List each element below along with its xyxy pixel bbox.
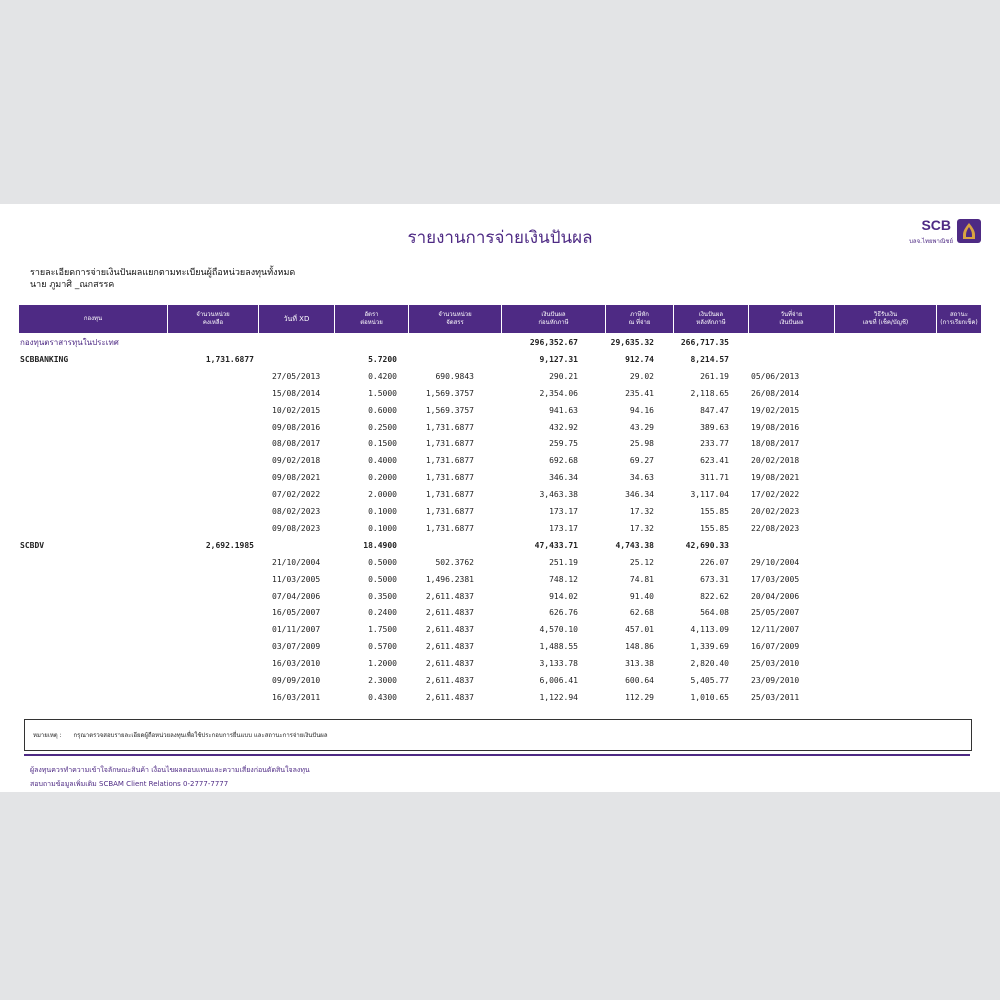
table-row bbox=[0, 435, 1000, 452]
column-header: อัตรา ต่อหน่วย bbox=[335, 305, 409, 333]
rate-per-unit: 0.1500 bbox=[368, 439, 397, 449]
xd-date: 10/02/2015 bbox=[272, 405, 321, 415]
xd-date: 09/08/2023 bbox=[272, 523, 321, 533]
fund-net-total: 42,690.33 bbox=[685, 540, 729, 550]
xd-date: 11/03/2005 bbox=[272, 574, 321, 584]
footer-divider bbox=[24, 754, 970, 756]
gross-dividend: 4,570.10 bbox=[539, 625, 578, 635]
withholding-tax: 29.02 bbox=[629, 371, 654, 381]
rate-per-unit: 0.4300 bbox=[368, 692, 397, 702]
rate-per-unit: 0.4000 bbox=[368, 456, 397, 466]
xd-date: 03/07/2009 bbox=[272, 642, 321, 652]
column-header: จำนวนหน่วย คงเหลือ bbox=[168, 305, 259, 333]
gross-dividend: 6,006.41 bbox=[539, 676, 578, 685]
gross-dividend: 1,122.94 bbox=[539, 692, 578, 702]
payment-date: 12/11/2007 bbox=[751, 625, 800, 635]
rate-per-unit: 0.2000 bbox=[368, 473, 397, 483]
column-header: วันที่ XD bbox=[259, 305, 335, 333]
table-row bbox=[0, 655, 1000, 672]
net-dividend: 261.19 bbox=[700, 371, 729, 381]
net-dividend: 4,113.09 bbox=[690, 625, 729, 635]
gross-dividend: 432.92 bbox=[549, 422, 578, 432]
withholding-tax: 34.63 bbox=[629, 473, 654, 483]
fund-gross-total: 47,433.71 bbox=[534, 540, 578, 550]
xd-date: 08/08/2017 bbox=[272, 439, 321, 449]
payment-date: 26/08/2014 bbox=[751, 388, 800, 398]
rate-per-unit: 0.2500 bbox=[368, 422, 397, 432]
allocated-units: 2,611.4837 bbox=[425, 676, 474, 685]
withholding-tax: 91.40 bbox=[629, 591, 654, 601]
net-dividend: 2,118.65 bbox=[690, 388, 729, 398]
gross-dividend: 173.17 bbox=[549, 507, 578, 516]
net-dividend: 155.85 bbox=[700, 523, 729, 533]
allocated-units: 1,569.3757 bbox=[425, 388, 474, 398]
payment-date: 25/05/2007 bbox=[751, 608, 800, 618]
report-document bbox=[0, 204, 1000, 792]
payment-date: 19/08/2021 bbox=[751, 473, 800, 483]
fund-summary-row bbox=[0, 537, 1000, 554]
payment-date: 17/03/2005 bbox=[751, 574, 800, 584]
fund-units: 1,731.6877 bbox=[205, 354, 254, 364]
table-row bbox=[0, 621, 1000, 638]
xd-date: 07/02/2022 bbox=[272, 490, 321, 500]
table-row bbox=[0, 469, 1000, 486]
note-box bbox=[24, 719, 972, 751]
net-dividend: 389.63 bbox=[700, 422, 729, 432]
group-gross-total: 296,352.67 bbox=[529, 338, 578, 347]
group-tax-total: 29,635.32 bbox=[610, 338, 654, 347]
table-row bbox=[0, 588, 1000, 605]
gross-dividend: 914.02 bbox=[549, 591, 578, 601]
note-text bbox=[33, 730, 328, 740]
allocated-units: 502.3762 bbox=[435, 557, 474, 567]
xd-date: 09/08/2016 bbox=[272, 422, 321, 432]
withholding-tax: 346.34 bbox=[625, 490, 654, 500]
allocated-units: 2,611.4837 bbox=[425, 659, 474, 669]
rate-per-unit: 0.4200 bbox=[368, 371, 397, 381]
net-dividend: 3,117.04 bbox=[690, 490, 729, 500]
rate-per-unit: 0.6000 bbox=[368, 405, 397, 415]
payment-date: 20/04/2006 bbox=[751, 591, 800, 601]
net-dividend: 1,010.65 bbox=[690, 692, 729, 702]
column-header: กองทุน bbox=[19, 305, 168, 333]
withholding-tax: 69.27 bbox=[629, 456, 654, 466]
xd-date: 21/10/2004 bbox=[272, 557, 321, 567]
payment-date: 16/07/2009 bbox=[751, 642, 800, 652]
xd-date: 27/05/2013 bbox=[272, 371, 321, 381]
note-body: กรุณาตรวจสอบรายละเอียดผู้ถือหน่วยลงทุนเพื่อใช้ประกอบการยื่นแบบ และสถานะการจ่ายเงินปันผล bbox=[73, 732, 328, 739]
withholding-tax: 148.86 bbox=[625, 642, 654, 652]
table-row bbox=[0, 520, 1000, 537]
rate-per-unit: 0.5000 bbox=[368, 574, 397, 584]
fund-summary-row bbox=[0, 351, 1000, 368]
gross-dividend: 346.34 bbox=[549, 473, 578, 483]
fund-net-total: 8,214.57 bbox=[690, 354, 729, 364]
rate-per-unit: 2.3000 bbox=[368, 676, 397, 685]
rate-per-unit: 0.5000 bbox=[368, 557, 397, 567]
xd-date: 09/09/2010 bbox=[272, 676, 321, 685]
net-dividend: 5,405.77 bbox=[690, 676, 729, 685]
allocated-units: 1,496.2381 bbox=[425, 574, 474, 584]
fund-rate-total: 5.7200 bbox=[368, 354, 397, 364]
gross-dividend: 173.17 bbox=[549, 523, 578, 533]
allocated-units: 1,731.6877 bbox=[425, 523, 474, 533]
payment-date: 25/03/2011 bbox=[751, 692, 800, 702]
table-header bbox=[19, 305, 981, 333]
gross-dividend: 3,133.78 bbox=[539, 659, 578, 669]
table-row bbox=[0, 638, 1000, 655]
net-dividend: 155.85 bbox=[700, 507, 729, 516]
xd-date: 16/05/2007 bbox=[272, 608, 321, 618]
table-row bbox=[0, 368, 1000, 385]
withholding-tax: 25.12 bbox=[629, 557, 654, 567]
net-dividend: 1,339.69 bbox=[690, 642, 729, 652]
rate-per-unit: 2.0000 bbox=[368, 490, 397, 500]
table-row bbox=[0, 604, 1000, 621]
net-dividend: 564.08 bbox=[700, 608, 729, 618]
fund-name: SCBDV bbox=[20, 540, 45, 550]
fund-name: SCBBANKING bbox=[20, 354, 69, 364]
column-header: วันที่จ่าย เงินปันผล bbox=[749, 305, 835, 333]
fund-tax-total: 912.74 bbox=[625, 354, 654, 364]
net-dividend: 311.71 bbox=[700, 473, 729, 483]
rate-per-unit: 1.5000 bbox=[368, 388, 397, 398]
note-label: หมายเหตุ : bbox=[33, 732, 62, 739]
rate-per-unit: 0.3500 bbox=[368, 591, 397, 601]
withholding-tax: 313.38 bbox=[625, 659, 654, 669]
gross-dividend: 748.12 bbox=[549, 574, 578, 584]
column-header: เงินปันผล ก่อนหักภาษี bbox=[502, 305, 606, 333]
table-row bbox=[0, 486, 1000, 503]
allocated-units: 1,731.6877 bbox=[425, 490, 474, 500]
column-header: เงินปันผล หลังหักภาษี bbox=[674, 305, 749, 333]
scb-logo bbox=[895, 217, 985, 251]
gross-dividend: 259.75 bbox=[549, 439, 578, 449]
footer-contact: สอบถามข้อมูลเพิ่มเติม SCBAM Client Relations 0-2777-7777 bbox=[30, 780, 229, 788]
xd-date: 07/04/2006 bbox=[272, 591, 321, 601]
table-row bbox=[0, 419, 1000, 436]
table-row bbox=[0, 689, 1000, 706]
rate-per-unit: 0.5700 bbox=[368, 642, 397, 652]
column-header: ภาษีหัก ณ ที่จ่าย bbox=[606, 305, 674, 333]
rate-per-unit: 0.1000 bbox=[368, 523, 397, 533]
withholding-tax: 457.01 bbox=[625, 625, 654, 635]
column-header: สถานะ (การเรียกเช็ค) bbox=[940, 311, 978, 326]
fund-rate-total: 18.4900 bbox=[363, 540, 397, 550]
gross-dividend: 251.19 bbox=[549, 557, 578, 567]
report-subtitle: รายละเอียดการจ่ายเงินปันผลแยกตามทะเบียนผู้ถือหน่วยลงทุนทั้งหมด bbox=[30, 268, 296, 278]
xd-date: 16/03/2010 bbox=[272, 659, 321, 669]
scb-emblem-icon bbox=[957, 219, 981, 243]
payment-date: 29/10/2004 bbox=[751, 557, 800, 567]
withholding-tax: 17.32 bbox=[629, 507, 654, 516]
payment-date: 23/09/2010 bbox=[751, 676, 800, 685]
allocated-units: 2,611.4837 bbox=[425, 591, 474, 601]
rate-per-unit: 0.2400 bbox=[368, 608, 397, 618]
payment-date: 22/08/2023 bbox=[751, 523, 800, 533]
gross-dividend: 626.76 bbox=[549, 608, 578, 618]
fund-units: 2,692.1985 bbox=[205, 540, 254, 550]
withholding-tax: 74.81 bbox=[629, 574, 654, 584]
withholding-tax: 94.16 bbox=[629, 405, 654, 415]
allocated-units: 1,731.6877 bbox=[425, 473, 474, 483]
net-dividend: 822.62 bbox=[700, 591, 729, 601]
table-row bbox=[0, 503, 1000, 520]
withholding-tax: 235.41 bbox=[625, 388, 654, 398]
table-row bbox=[0, 554, 1000, 571]
table-row bbox=[0, 402, 1000, 419]
net-dividend: 233.77 bbox=[700, 439, 729, 449]
logo-text: SCB bbox=[921, 217, 951, 233]
net-dividend: 2,820.40 bbox=[690, 659, 729, 669]
withholding-tax: 600.64 bbox=[625, 676, 654, 685]
withholding-tax: 17.32 bbox=[629, 523, 654, 533]
allocated-units: 1,731.6877 bbox=[425, 507, 474, 516]
net-dividend: 226.07 bbox=[700, 557, 729, 567]
rate-per-unit: 1.2000 bbox=[368, 659, 397, 669]
allocated-units: 2,611.4837 bbox=[425, 692, 474, 702]
xd-date: 09/02/2018 bbox=[272, 456, 321, 466]
column-header: วิธีรับเงิน เลขที่ (เช็ค/บัญชี) bbox=[835, 305, 937, 333]
gross-dividend: 1,488.55 bbox=[539, 642, 578, 652]
payment-date: 20/02/2023 bbox=[751, 507, 800, 516]
gross-dividend: 2,354.06 bbox=[539, 388, 578, 398]
xd-date: 08/02/2023 bbox=[272, 507, 321, 516]
allocated-units: 1,731.6877 bbox=[425, 456, 474, 466]
withholding-tax: 25.98 bbox=[629, 439, 654, 449]
fund-group-label: กองทุนตราสารทุนในประเทศ bbox=[20, 338, 119, 347]
group-net-total: 266,717.35 bbox=[680, 338, 729, 347]
holder-name: นาย ภูมาศิ _ณกสรรค bbox=[30, 280, 115, 290]
table-row bbox=[0, 672, 1000, 689]
gross-dividend: 941.63 bbox=[549, 405, 578, 415]
footer-disclaimer: ผู้ลงทุนควรทำความเข้าใจลักษณะสินค้า เงื่อนไขผลตอบแทนและความเสี่ยงก่อนตัดสินใจลงทุน bbox=[30, 766, 310, 774]
table-row bbox=[0, 452, 1000, 469]
allocated-units: 1,569.3757 bbox=[425, 405, 474, 415]
withholding-tax: 62.68 bbox=[629, 608, 654, 618]
payment-date: 20/02/2018 bbox=[751, 456, 800, 466]
fund-group-row bbox=[0, 334, 1000, 351]
payment-date: 19/02/2015 bbox=[751, 405, 800, 415]
table-row bbox=[0, 385, 1000, 402]
net-dividend: 847.47 bbox=[700, 405, 729, 415]
report-title: รายงานการจ่ายเงินปันผล bbox=[407, 228, 593, 248]
rate-per-unit: 0.1000 bbox=[368, 507, 397, 516]
allocated-units: 2,611.4837 bbox=[425, 642, 474, 652]
withholding-tax: 112.29 bbox=[625, 692, 654, 702]
allocated-units: 1,731.6877 bbox=[425, 439, 474, 449]
payment-date: 19/08/2016 bbox=[751, 422, 800, 432]
payment-date: 25/03/2010 bbox=[751, 659, 800, 669]
table-row bbox=[0, 571, 1000, 588]
xd-date: 09/08/2021 bbox=[272, 473, 321, 483]
fund-gross-total: 9,127.31 bbox=[539, 354, 578, 364]
payment-date: 05/06/2013 bbox=[751, 371, 800, 381]
payment-date: 18/08/2017 bbox=[751, 439, 800, 449]
allocated-units: 2,611.4837 bbox=[425, 625, 474, 635]
gross-dividend: 3,463.38 bbox=[539, 490, 578, 500]
fund-tax-total: 4,743.38 bbox=[615, 540, 654, 550]
column-header: จำนวนหน่วย จัดสรร bbox=[409, 305, 502, 333]
gross-dividend: 692.68 bbox=[549, 456, 578, 466]
logo-subtext: บลจ.ไทยพาณิชย์ bbox=[909, 238, 953, 245]
allocated-units: 690.9843 bbox=[435, 371, 474, 381]
net-dividend: 673.31 bbox=[700, 574, 729, 584]
rate-per-unit: 1.7500 bbox=[368, 625, 397, 635]
withholding-tax: 43.29 bbox=[629, 422, 654, 432]
xd-date: 16/03/2011 bbox=[272, 692, 321, 702]
payment-date: 17/02/2022 bbox=[751, 490, 800, 500]
gross-dividend: 290.21 bbox=[549, 371, 578, 381]
allocated-units: 1,731.6877 bbox=[425, 422, 474, 432]
net-dividend: 623.41 bbox=[700, 456, 729, 466]
xd-date: 15/08/2014 bbox=[272, 388, 321, 398]
xd-date: 01/11/2007 bbox=[272, 625, 321, 635]
allocated-units: 2,611.4837 bbox=[425, 608, 474, 618]
